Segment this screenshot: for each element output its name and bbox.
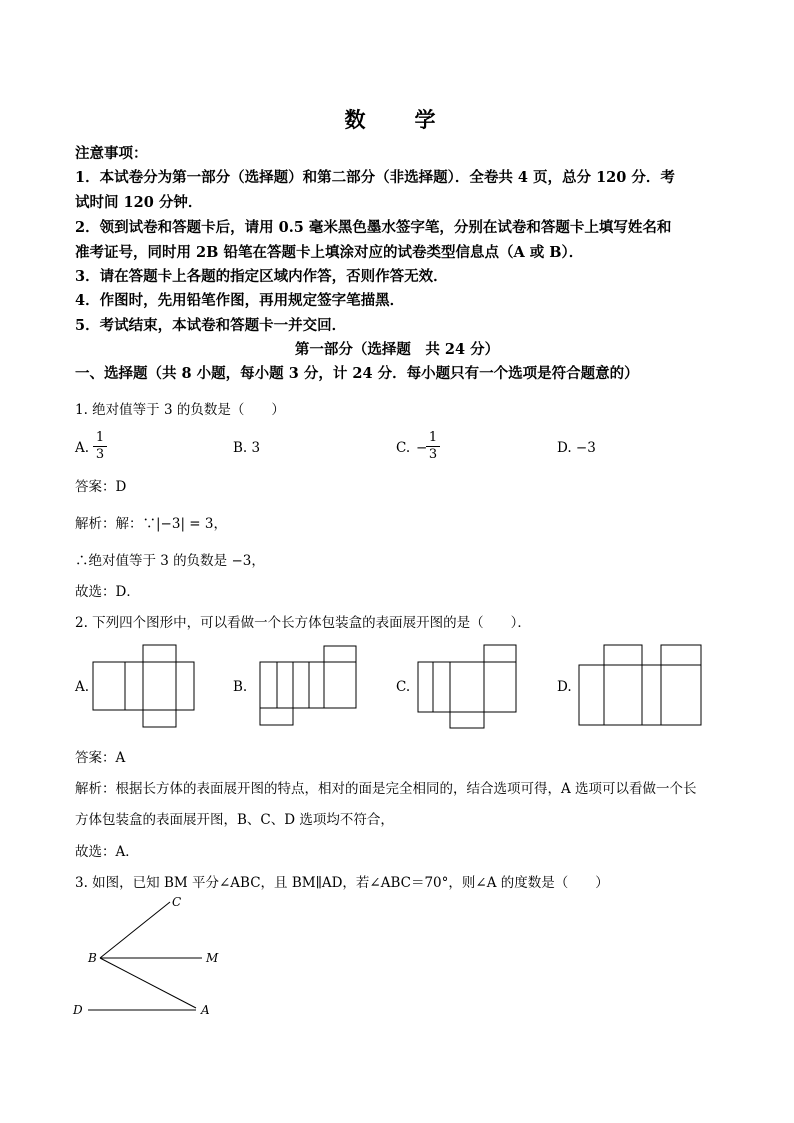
q2-analysis-line-2: 方体包装盒的表面展开图，B、C、D 选项均不符合， (75, 812, 394, 828)
q3-segment-ba (100, 958, 196, 1008)
q1-stem: 1. 绝对值等于 3 的负数是（ ） (75, 402, 285, 418)
part-one-heading: 第一部分（选择题 共 24 分） (294, 341, 500, 358)
notice-heading: 注意事项： (75, 145, 148, 162)
q3-ray-bc (100, 902, 170, 958)
notice-item-3: 3．请在答题卡上各题的指定区域内作答，否则作答无效． (75, 268, 448, 285)
notice-item-1: 1．本试卷分为第一部分（选择题）和第二部分（非选择题）．全卷共 4 页，总分 120 分．考 (75, 169, 675, 186)
q3-point-a: A (201, 1003, 210, 1017)
q2-label-a: A. (75, 679, 90, 695)
q1-option-a-numerator: 1 (95, 430, 105, 445)
q2-choice: 故选：A． (75, 844, 139, 860)
q3-point-c: C (172, 895, 182, 909)
q1-option-a-label: A. (75, 440, 90, 456)
notice-item-5: 5．考试结束，本试卷和答题卡一并交回． (75, 317, 347, 334)
q1-conclusion: ∴绝对值等于 3 的负数是 −3， (75, 553, 265, 569)
q1-option-d: D. −3 (557, 440, 596, 456)
q3-stem: 3. 如图，已知 BM 平分∠ABC，且 BM∥AD，若∠ABC＝70°，则∠A 的度数是（ ） (75, 875, 609, 891)
q1-option-c-sign: − (416, 440, 428, 456)
q1-option-c-label: C. (396, 440, 411, 456)
q2-label-c: C. (396, 679, 411, 695)
section-one-heading: 一、选择题（共 8 小题，每小题 3 分，计 24 分．每小题只有一个选项是符合题意的） (75, 365, 639, 382)
q2-label-b: B. (233, 679, 248, 695)
q3-point-m: M (206, 951, 219, 965)
notice-item-2-cont: 准考证号，同时用 2B 铅笔在答题卡上填涂对应的试卷类型信息点（A 或 B）． (75, 244, 584, 261)
q3-point-b: B (88, 951, 97, 965)
q1-choice: 故选：D． (75, 584, 140, 600)
q2-answer: 答案：A (75, 750, 126, 766)
q2-analysis-line-1: 解析：根据长方体的表面展开图的特点，相对的面是完全相同的，结合选项可得，A 选项可以看做一个长 (75, 781, 697, 797)
q1-answer: 答案：D (75, 479, 127, 495)
q2-label-d: D. (557, 679, 572, 695)
notice-item-4: 4．作图时，先用铅笔作图，再用规定签字笔描黑． (75, 292, 405, 309)
q1-option-a-denominator: 3 (95, 447, 105, 462)
notice-item-2: 2．领到试卷和答题卡后，请用 0.5 毫米黑色墨水签字笔，分别在试卷和答题卡上填写姓名和 (75, 219, 672, 236)
q1-analysis: 解析：解：∵|−3| = 3， (75, 516, 227, 532)
q2-stem: 2. 下列四个图形中，可以看做一个长方体包装盒的表面展开图的是（ ）． (75, 615, 531, 631)
page-title: 数 学 (344, 107, 450, 132)
q1-option-c-denominator: 3 (428, 447, 438, 462)
q1-option-c-numerator: 1 (428, 430, 438, 445)
q3-point-d: D (73, 1003, 83, 1017)
notice-item-1-cont: 试时间 120 分钟． (75, 194, 203, 211)
q1-option-b: B. 3 (233, 440, 261, 456)
